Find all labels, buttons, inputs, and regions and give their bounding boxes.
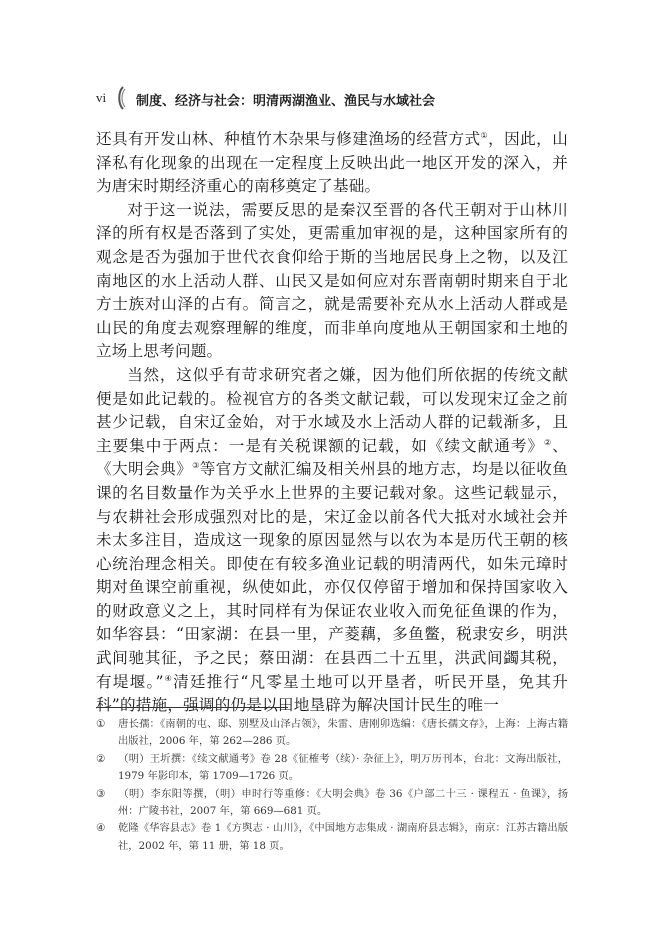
page-number: vi [96, 90, 107, 105]
footnote-divider [96, 707, 288, 708]
footnote-reference: ③ [192, 461, 200, 471]
footnote-reference: ② [544, 437, 553, 447]
header-ornament-icon [116, 86, 126, 110]
footnote [96, 751, 568, 786]
footnotes [96, 716, 568, 855]
footnote-reference: ① [480, 130, 489, 140]
footnote-text: 乾隆《华容县志》卷 1《方舆志 · 山川》，《中国地方志集成 · 湖南府县志辑》，南京：江苏古籍出版社，2002 年，第 11 册，第 18 页。 [118, 822, 568, 852]
body-text [96, 128, 568, 718]
running-title: 制度、经济与社会：明清两湖渔业、渔民与水域社会 [136, 94, 436, 109]
footnote [96, 716, 568, 751]
paragraph-text: 清廷推行“凡零星土地可以开垦者，听民开垦，免其升科”的措施，强调的仍是以田地垦辟为解决国计民生的唯一 [96, 672, 568, 715]
footnote-text: （明）王圻撰：《续文献通考》卷 28《征榷考（续）· 杂征上》，明万历刊本，台北：文海出版社，1979 年影印本，第 1709—1726 页。 [118, 752, 568, 783]
paragraph [96, 199, 568, 364]
footnote-text: 唐长孺：《南朝的屯、邸、别墅及山泽占领》，朱雷、唐刚卯选编：《唐长孺文存》，上海：上海古籍出版社，2006 年，第 262—286 页。 [118, 718, 568, 748]
paragraph-text: 对于这一说法，需要反思的是秦汉至晋的各代王朝对于山林川泽的所有权是否落到了实处，更需重加审视的是，这种国家所有的观念是否为强加于世代衣食仰给于斯的当地居民身上之物，以及江南地区的水上活动人群、山民又是如何应对东晋南朝时期来自于北方士族对山泽的占有。简言之，就是需要补充从水上活动人群或是山民的角度去观察理解的维度，而非单向度地从王朝国家和土地的立场上思考问题。 [96, 200, 568, 361]
paragraph-text: 、《大明会典》 [96, 436, 569, 479]
footnote-text: （明）李东阳等撰，（明）申时行等重修：《大明会典》卷 36《户部二十三 · 课程五 · 鱼课》，扬州：广陵书社，2007 年，第 669—681 页。 [118, 787, 568, 818]
footnote-mark: ① [96, 718, 106, 730]
paragraph [96, 364, 568, 718]
footnote-mark: ② [96, 752, 106, 765]
footnote-reference: ④ [163, 673, 174, 683]
paragraph-text: 还具有开发山林、种植竹木杂果与修建渔场的经营方式 [96, 130, 481, 148]
paragraph-text: ，因此，山泽私有化现象的出现在一定程度上反映出此一地区开发的深入，并为唐宋时期经济重心的南移奠定了基础。 [96, 130, 568, 196]
running-header [96, 86, 576, 112]
paragraph [96, 128, 568, 199]
paragraph-text: 当然，这似乎有苛求研究者之嫌，因为他们所依据的传统文献便是如此记载的。检视官方的各类文献记载，可以发现宋辽金之前甚少记载，自宋辽金始，对于水域及水上活动人群的记载渐多，且主要集中于两点：一是有关税课额的记载，如《续文献通考》 [96, 365, 568, 455]
footnote-mark: ③ [96, 787, 106, 800]
paragraph-text: 等官方文献汇编及相关州县的地方志，均是以征收鱼课的名目数量作为关乎水上世界的主要记载对象。这些记载显示，与农耕社会形成强烈对比的是，宋辽金以前各代大抵对水域社会并未太多注目，造成这一现象的原因显然与以农为本是历代王朝的核心统治理念相关。即使在有较多渔业记载的明清两代，如朱元璋时期对鱼课空前重视，纵使如此，亦仅仅停留于增加和保持国家收入的财政意义之上，其时同样有为保证农业收入而免征鱼课的作为，如华容县：“田家湖：在县一里，产菱藕，多鱼鳖，税隶安乡，明洪武间驰其征，予之民；蔡田湖：在县西二十五里，洪武间蠲其税，有堤堰。” [96, 460, 569, 691]
footnote [96, 786, 568, 821]
footnote-mark: ④ [96, 822, 106, 835]
footnote [96, 820, 568, 855]
